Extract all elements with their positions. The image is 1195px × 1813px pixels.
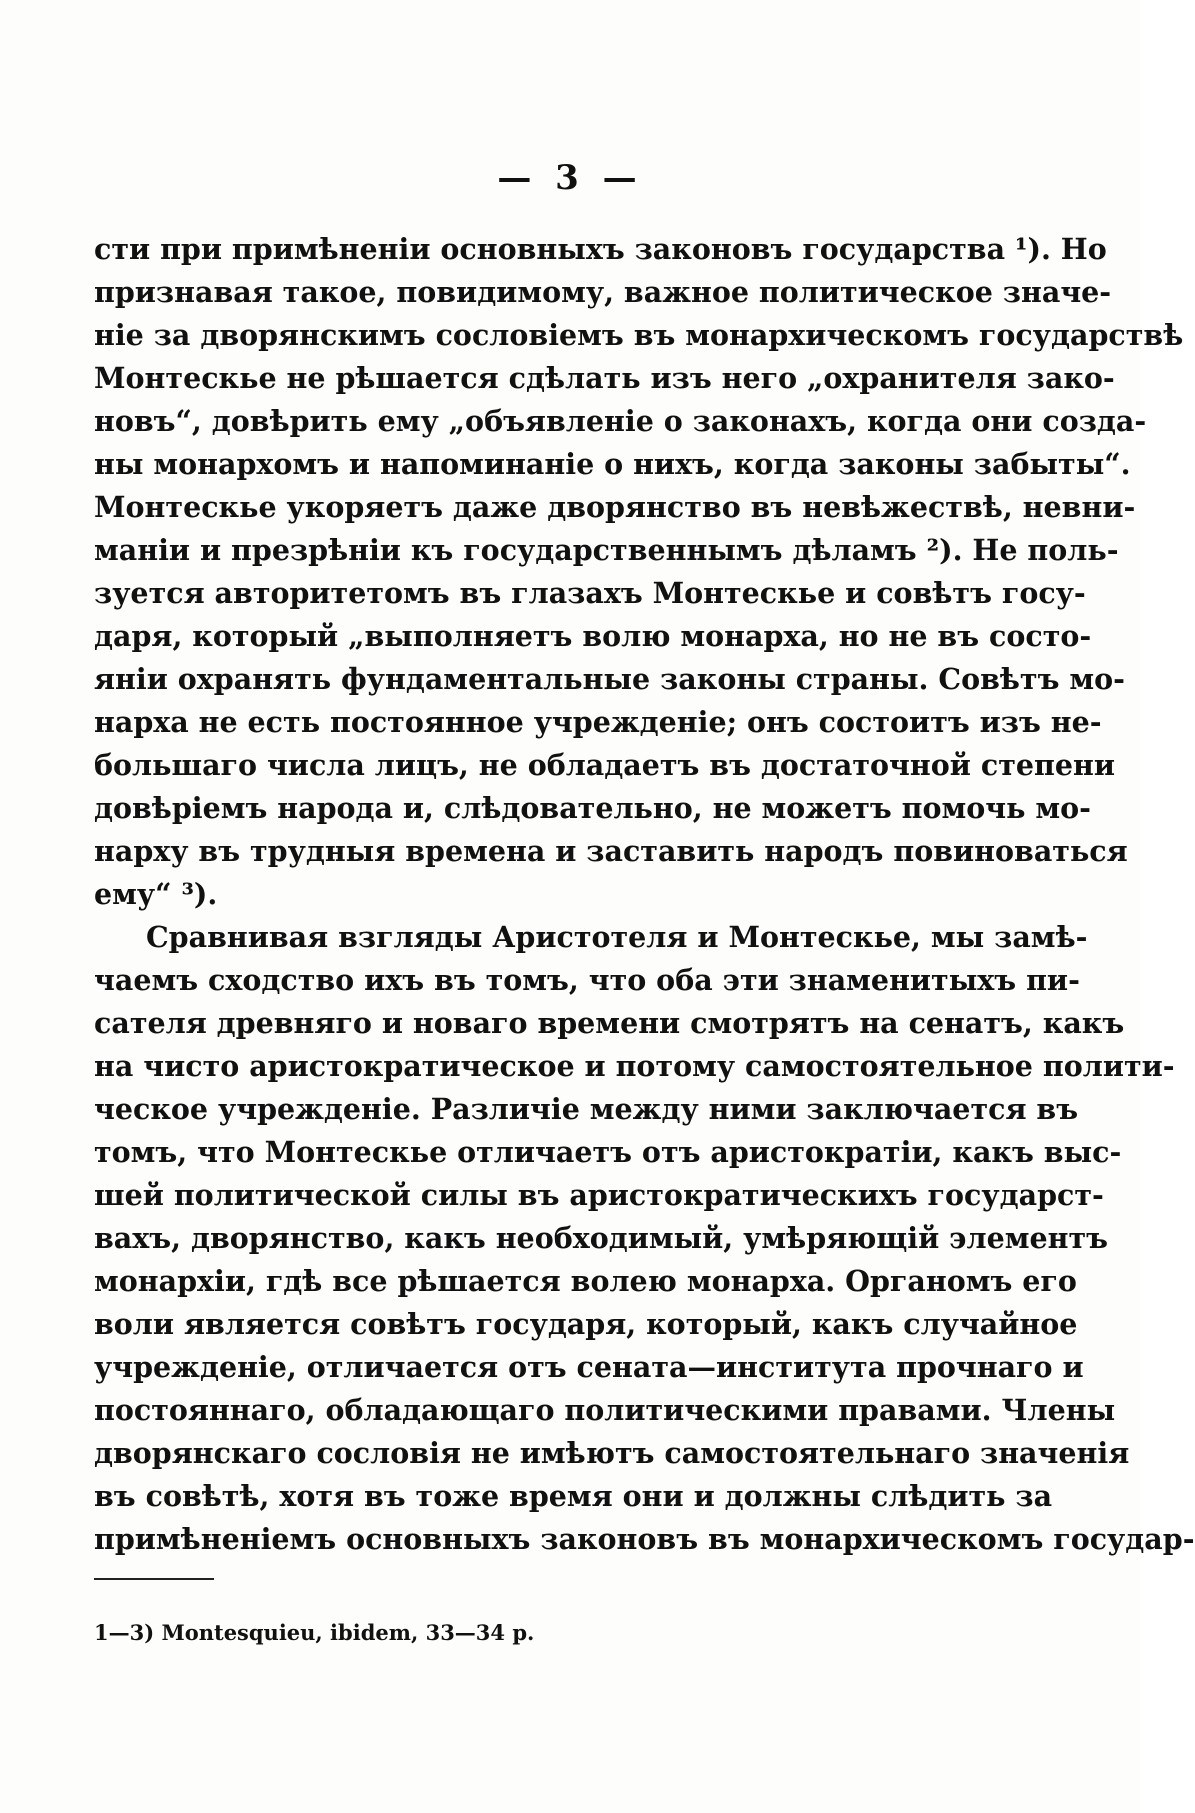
text-line: шей политической силы въ аристократическихъ государст- — [94, 1178, 1104, 1212]
paragraph-1 — [94, 228, 1184, 916]
text-line: учрежденіе, отличается отъ сената—института прочнаго и — [94, 1350, 1084, 1384]
text-line: постояннаго, обладающаго политическими правами. Члены — [94, 1393, 1116, 1427]
text-line: чаемъ сходство ихъ въ томъ, что оба эти знаменитыхъ пи- — [94, 963, 1080, 997]
footnote-divider — [94, 1578, 214, 1580]
text-line: въ совѣтѣ, хотя въ тоже время они и должны слѣдить за — [94, 1479, 1053, 1513]
text-line: примѣненіемъ основныхъ законовъ въ монархическомъ государ- — [94, 1522, 1195, 1556]
paragraph-2 — [94, 916, 1195, 1561]
text-line: на чисто аристократическое и потому самостоятельное полити- — [94, 1049, 1175, 1083]
text-line: нарха не есть постоянное учрежденіе; онъ состоитъ изъ не- — [94, 705, 1102, 739]
text-line: вахъ, дворянство, какъ необходимый, умѣряющій элементъ — [94, 1221, 1108, 1255]
text-line: зуется авторитетомъ въ глазахъ Монтескье и совѣтъ госу- — [94, 576, 1086, 610]
text-line: большаго числа лицъ, не обладаетъ въ достаточной степени — [94, 748, 1115, 782]
text-line: Монтескье не рѣшается сдѣлать изъ него „охранителя зако- — [94, 361, 1115, 395]
text-line: томъ, что Монтескье отличаетъ отъ аристократіи, какъ выс- — [94, 1135, 1122, 1169]
text-line: нарху въ трудныя времена и заставить народъ повиноваться — [94, 834, 1128, 868]
text-line: сти при примѣненіи основныхъ законовъ государства ¹). Но — [94, 232, 1107, 266]
text-line: признавая такое, повидимому, важное политическое значе- — [94, 275, 1112, 309]
page-number: — 3 — — [497, 158, 643, 198]
text-line: ны монархомъ и напоминаніе о нихъ, когда законы забыты“. — [94, 447, 1131, 481]
text-line: воли является совѣтъ государя, который, какъ случайное — [94, 1307, 1078, 1341]
text-line: яніи охранять фундаментальные законы страны. Совѣтъ мо- — [94, 662, 1125, 696]
text-line: ніе за дворянскимъ сословіемъ въ монархическомъ государствѣ — [94, 318, 1184, 352]
text-line: даря, который „выполняетъ волю монарха, но не въ состо- — [94, 619, 1092, 653]
text-line: ему“ ³). — [94, 877, 218, 911]
text-line: ческое учрежденіе. Различіе между ними заключается въ — [94, 1092, 1079, 1126]
text-line: Монтескье укоряетъ даже дворянство въ невѣжествѣ, невни- — [94, 490, 1136, 524]
text-line: новъ“, довѣрить ему „объявленіе о законахъ, когда они созда- — [94, 404, 1147, 438]
text-line: Сравнивая взгляды Аристотеля и Монтескье, мы замѣ- — [146, 920, 1088, 954]
body-text — [94, 228, 1195, 1561]
text-line: дворянскаго сословія не имѣютъ самостоятельнаго значенія — [94, 1436, 1130, 1470]
text-line: маніи и презрѣніи къ государственнымъ дѣламъ ²). Не поль- — [94, 533, 1119, 567]
text-line: монархіи, гдѣ все рѣшается волею монарха. Органомъ его — [94, 1264, 1077, 1298]
text-line: довѣріемъ народа и, слѣдовательно, не можетъ помочь мо- — [94, 791, 1091, 825]
text-line: сателя древняго и новаго времени смотрятъ на сенатъ, какъ — [94, 1006, 1125, 1040]
footnote: 1—3) Montesquieu, ibidem, 33—34 p. — [94, 1620, 535, 1645]
